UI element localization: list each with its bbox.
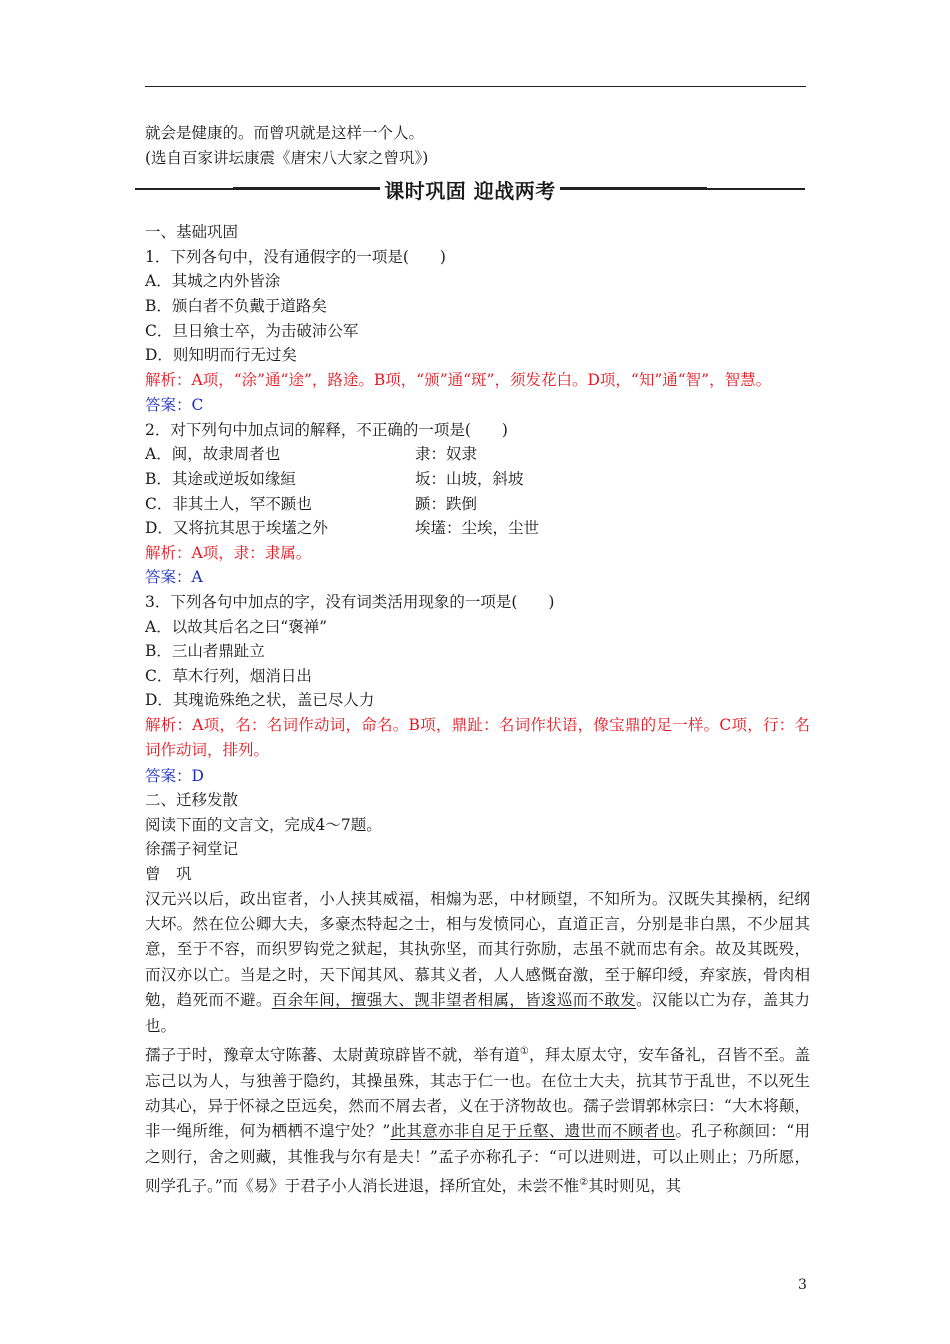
option-a: A．其城之内外皆涂 [145, 272, 281, 291]
option-d [145, 516, 810, 541]
section-heading: 二、迁移发散 [145, 791, 239, 810]
header-rule [145, 86, 806, 87]
passage-text: ，拜太原太守，安车备礼，召皆不至。盖忘己以为人，与独善于隐约，其操虽殊，其志于仁一也。在位士大夫，抗其节于乱世，不以死生动其心，异于怀禄之臣远矣，然而不屑去者，义在于济物故也。孺子尝谓郭林宗曰：“大木将颠，非一绳所维，何为栖栖不遑宁处？” [145, 1046, 810, 1141]
passage-text: 。孔子称颜回：“用之则行，舍之则藏，其惟我与尔有是夫！”孟子亦称孔子：“可以进则进，可以止则止；乃所愿，则学孔子。”而《易》于君子小人消长进退，择所宜处，未尝不惟 [145, 1122, 810, 1196]
analysis-text: 解析：A项，名：名词作动词，命名。B项，鼎趾：名词作状语，像宝鼎的足一样。C项，行：名词作动词，排列。 [145, 715, 810, 760]
banner-title: 课时巩固 迎战两考 [384, 178, 556, 203]
answer-label: 答案： [145, 766, 192, 785]
option-sentence: B．其途或逆坂如缘絙 [145, 469, 296, 488]
option-gloss: 踬：跌倒 [415, 494, 478, 513]
intro-line: 就会是健康的。而曾巩就是这样一个人。 [145, 124, 425, 142]
option-gloss: 埃壒：尘埃，尘世 [415, 519, 540, 538]
source-citation: (选自百家讲坛康震《唐宋八大家之曾巩》) [145, 148, 429, 167]
analysis-text: 解析：A项，“涂”通“途”，路途。B项，“颁”通“斑”，须发花白。D项，“知”通“智”，智慧。 [145, 370, 772, 389]
underlined-sentence: 此其意亦非自足于丘壑、遗世而不顾者也 [390, 1122, 676, 1141]
answer-line [145, 764, 810, 789]
analysis-text: 解析：A项，隶：隶属。 [145, 543, 312, 562]
banner-rule-left [135, 188, 380, 190]
option-d: D．其瑰诡殊绝之状，盖已尽人力 [145, 691, 375, 710]
answer-line [145, 393, 810, 418]
passage-text: 汉元兴以后，政出宦者，小人挟其威福，相煽为恶，中材顾望，不知所为。汉既失其操柄，纪纲大坏。然在位公卿大夫，多豪杰特起之士，相与发愤同心，直道正言，分别是非白黑，不少屈其意，至于不容，而织罗钩党之狱起，其执弥坚，而其行弥励，志虽不就而忠有余。故及其既殁，而汉亦以亡。当是之时，天下闻其风、慕其义者，人人感慨奋激，至于解印绶，弃家族，骨肉相勉，趋死而不避。 [145, 889, 810, 1010]
answer-value: D [191, 766, 204, 785]
option-b [145, 467, 810, 492]
question-stem: 2．对下列句中加点词的解释，不正确的一项是( ) [145, 420, 508, 439]
option-c [145, 492, 810, 517]
passage-text: 其时则见，其 [588, 1177, 682, 1196]
passage-author: 曾 巩 [145, 865, 192, 884]
option-b: B．三山者鼎趾立 [145, 642, 265, 661]
page-number: 3 [798, 1277, 807, 1293]
answer-value: A [191, 568, 203, 587]
banner-rule-right [560, 188, 805, 190]
footnote-marker: ① [519, 1046, 529, 1058]
document-body [145, 121, 810, 1200]
option-sentence: C．非其土人，罕不踬也 [145, 494, 312, 513]
option-sentence: A．闽，故隶周者也 [145, 445, 281, 464]
passage-title: 徐孺子祠堂记 [145, 840, 239, 859]
option-sentence: D．又将抗其思于埃壒之外 [145, 519, 328, 538]
option-d: D．则知明而行无过矣 [145, 346, 297, 365]
underlined-sentence: 百余年间，擅强大、觊非望者相属，皆逡巡而不敢发 [271, 991, 637, 1010]
answer-line [145, 565, 810, 590]
option-gloss: 隶：奴隶 [415, 445, 478, 464]
answer-label: 答案： [145, 396, 192, 415]
option-b: B．颁白者不负戴于道路矣 [145, 296, 327, 315]
option-a: A．以故其后名之曰“褒禅” [145, 617, 328, 636]
section-banner [135, 172, 805, 206]
answer-label: 答案： [145, 568, 192, 587]
option-gloss: 坂：山坡，斜坡 [415, 469, 524, 488]
question-stem: 1．下列各句中，没有通假字的一项是( ) [145, 247, 446, 266]
option-c: C．草木行列，烟消日出 [145, 666, 312, 685]
question-stem: 3．下列各句中加点的字，没有词类活用现象的一项是( ) [145, 592, 555, 611]
footnote-marker: ② [579, 1177, 589, 1189]
passage-text: 孺子于时，豫章太守陈蕃、太尉黄琼辟皆不就，举有道 [145, 1046, 520, 1065]
option-c: C．旦日飨士卒，为击破沛公军 [145, 321, 359, 340]
option-a [145, 442, 810, 467]
reading-instruction: 阅读下面的文言文，完成4～7题。 [145, 815, 382, 834]
passage-text: 。汉能以亡为存，盖其力也。 [145, 991, 810, 1035]
passage-paragraph [145, 887, 810, 1039]
section-heading: 一、基础巩固 [145, 223, 239, 242]
answer-value: C [191, 396, 204, 415]
passage-paragraph [145, 1039, 810, 1200]
